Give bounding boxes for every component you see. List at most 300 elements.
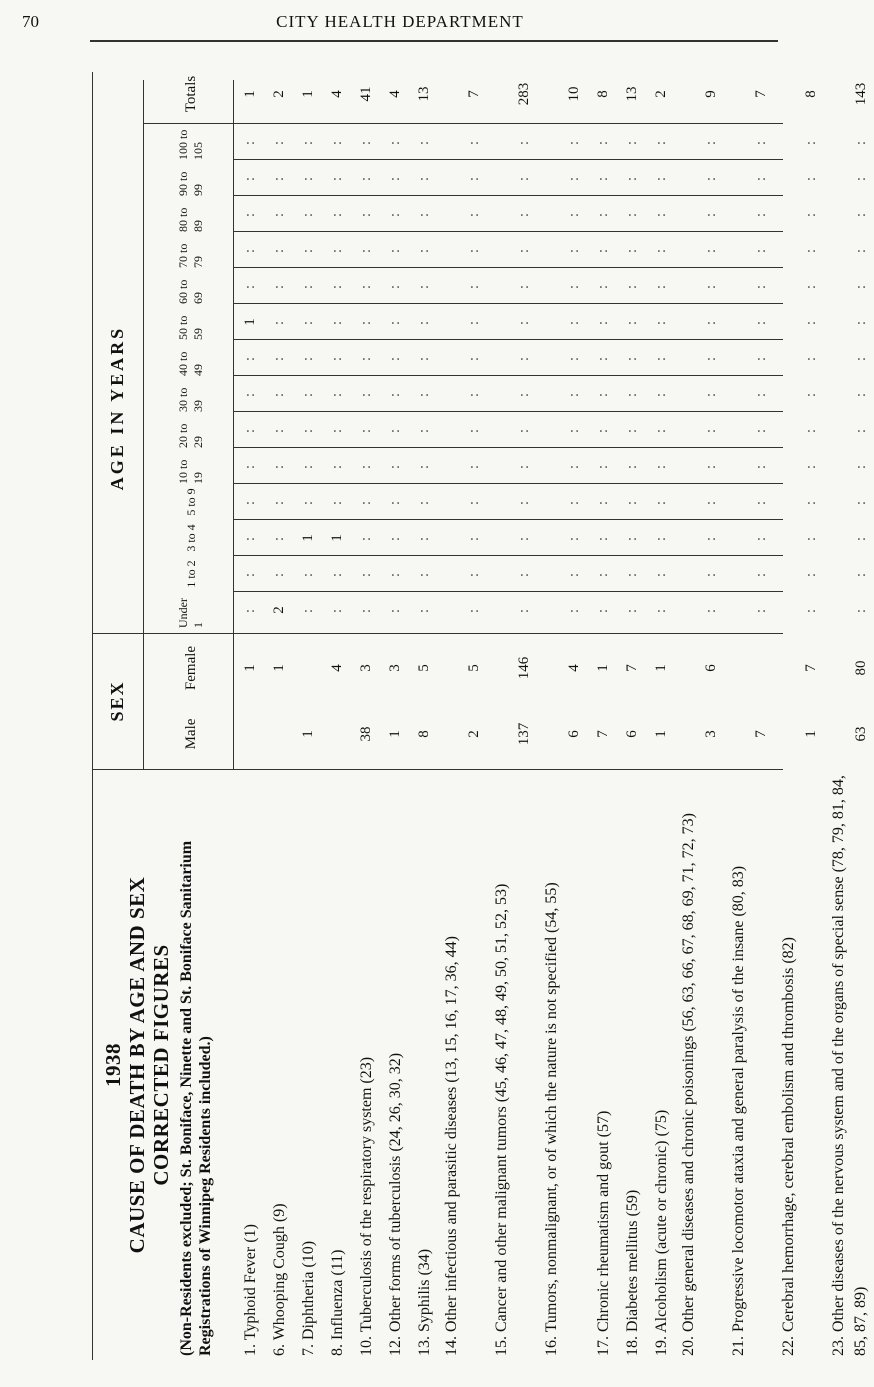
age-value: : — [358, 318, 374, 326]
age-value: : — [358, 174, 374, 182]
age-value: : — [300, 246, 316, 254]
age-value: : — [566, 354, 582, 362]
age-value: : — [653, 606, 669, 614]
age-value: : — [300, 282, 316, 290]
age-value: : — [416, 354, 432, 362]
male-value: 1 — [653, 730, 669, 738]
age-divider — [233, 267, 783, 268]
cause-label: 19. Alcoholism (acute or chronic) (75) — [653, 1109, 670, 1356]
table-row — [491, 774, 537, 1356]
age-value: : — [329, 210, 345, 218]
male-value: 1 — [803, 730, 819, 738]
age-value: : — [703, 210, 719, 218]
age-value: : — [416, 282, 432, 290]
age-value: : — [329, 318, 345, 326]
age-value: : — [653, 174, 669, 182]
age-value: : — [329, 426, 345, 434]
age-value: : — [803, 606, 819, 614]
table-row — [238, 774, 263, 1356]
age-value: : — [358, 606, 374, 614]
age-value: : — [358, 138, 374, 146]
age-value: : — [703, 534, 719, 542]
age-value: : — [566, 282, 582, 290]
table-row — [620, 774, 645, 1356]
female-value: 3 — [387, 664, 403, 672]
age-value: : — [358, 498, 374, 506]
age-value: : — [466, 534, 482, 542]
table-row — [296, 774, 321, 1356]
age-value: : — [853, 174, 869, 182]
age-value: : — [595, 210, 611, 218]
age-value: : — [242, 462, 258, 470]
age-value: : — [329, 570, 345, 578]
age-value: : — [387, 570, 403, 578]
cause-label: 16. Tumors, nonmalignant, or of which the nature is not specified (54, 55) — [543, 882, 560, 1356]
age-value: : — [624, 246, 640, 254]
age-value: : — [803, 534, 819, 542]
age-value: : — [853, 462, 869, 470]
age-value: : — [653, 426, 669, 434]
age-value: : — [300, 606, 316, 614]
age-value: : — [753, 246, 769, 254]
cause-label: 23. Other diseases of the nervous system and of the organs of special sense (78, 79, 81, 84, 85, 87, 89) — [830, 775, 869, 1356]
table-row — [383, 774, 408, 1356]
age-value: : — [466, 354, 482, 362]
cause-label: 7. Diphtheria (10) — [300, 1240, 317, 1356]
totals-divider — [143, 123, 783, 124]
age-value: : — [300, 174, 316, 182]
age-col-13: 100 to 105 — [176, 129, 205, 160]
age-value: : — [566, 318, 582, 326]
age-value: : — [595, 318, 611, 326]
age-value: : — [242, 210, 258, 218]
age-value: : — [595, 354, 611, 362]
age-divider — [233, 303, 783, 304]
sex-header: SEX — [107, 680, 127, 722]
female-value: 5 — [416, 664, 432, 672]
age-value: : — [300, 498, 316, 506]
table-row — [325, 774, 350, 1356]
age-value: : — [358, 534, 374, 542]
header-rule — [90, 40, 778, 42]
age-value: : — [271, 138, 287, 146]
age-value: : — [358, 354, 374, 362]
age-divider — [233, 447, 783, 448]
cause-label: 15. Cancer and other malignant tumors (45, 46, 47, 48, 49, 50, 51, 52, 53) — [493, 883, 510, 1356]
age-divider — [233, 591, 783, 592]
age-value: : — [853, 426, 869, 434]
female-value: 1 — [653, 664, 669, 672]
female-value: 146 — [516, 656, 532, 680]
age-col-11: 80 to 89 — [176, 207, 205, 232]
female-value: 3 — [358, 664, 374, 672]
age-value: : — [803, 318, 819, 326]
age-value: : — [329, 282, 345, 290]
age-value: : — [566, 534, 582, 542]
age-value: : — [803, 498, 819, 506]
age-value: : — [595, 570, 611, 578]
cause-label: 14. Other infectious and parasitic diseases (13, 15, 16, 17, 36, 44) — [443, 936, 460, 1356]
age-value: : — [703, 174, 719, 182]
age-value: : — [271, 282, 287, 290]
age-value: : — [566, 174, 582, 182]
age-divider — [233, 195, 783, 196]
age-value: : — [595, 426, 611, 434]
age-value: : — [624, 570, 640, 578]
age-value: : — [653, 282, 669, 290]
age-value: : — [803, 282, 819, 290]
male-value: 7 — [595, 730, 611, 738]
age-value: : — [853, 606, 869, 614]
age-value: : — [624, 498, 640, 506]
age-value: : — [329, 174, 345, 182]
age-value: : — [753, 390, 769, 398]
age-value: : — [624, 210, 640, 218]
age-value: : — [387, 390, 403, 398]
table-row — [441, 774, 487, 1356]
age-value: : — [516, 534, 532, 542]
age-value: : — [516, 246, 532, 254]
age-value: : — [703, 246, 719, 254]
age-value: : — [466, 462, 482, 470]
total-value: 1 — [300, 90, 316, 98]
female-value — [296, 638, 321, 698]
male-value: 1 — [300, 730, 316, 738]
age-value: : — [803, 390, 819, 398]
age-value: : — [300, 426, 316, 434]
age-value: : — [466, 498, 482, 506]
age-value: : — [516, 210, 532, 218]
age-value: : — [595, 534, 611, 542]
table-row — [354, 774, 379, 1356]
age-value: : — [466, 210, 482, 218]
age-value: : — [516, 138, 532, 146]
age-value: : — [516, 426, 532, 434]
age-value: : — [653, 498, 669, 506]
age-value: : — [853, 390, 869, 398]
age-value: : — [466, 426, 482, 434]
age-value: : — [703, 354, 719, 362]
age-value: : — [853, 282, 869, 290]
female-value: 4 — [329, 664, 345, 672]
male-value — [238, 704, 263, 764]
age-value: : — [329, 354, 345, 362]
age-col-10: 70 to 79 — [176, 243, 205, 268]
age-value: : — [703, 390, 719, 398]
age-value: : — [595, 462, 611, 470]
cause-label: 13. Syphilis (34) — [416, 1248, 433, 1356]
age-value: : — [853, 354, 869, 362]
age-value: : — [271, 246, 287, 254]
table-row — [649, 774, 674, 1356]
divider-sex — [93, 633, 783, 634]
male-value — [325, 704, 350, 764]
age-value: : — [466, 390, 482, 398]
age-value: : — [703, 282, 719, 290]
age-value: : — [566, 462, 582, 470]
sex-col-female: Female — [182, 645, 199, 691]
age-value: : — [624, 426, 640, 434]
age-header: AGE IN YEARS — [107, 325, 127, 491]
cause-label: 12. Other forms of tuberculosis (24, 26, 30, 32) — [387, 1052, 404, 1356]
table-row — [828, 774, 874, 1356]
age-value: : — [595, 174, 611, 182]
age-value: : — [803, 138, 819, 146]
age-value: : — [271, 570, 287, 578]
age-value: : — [753, 534, 769, 542]
age-value: : — [516, 462, 532, 470]
age-value: : — [653, 138, 669, 146]
age-col-7: 40 to 49 — [176, 351, 205, 376]
age-value: : — [358, 210, 374, 218]
cause-label: 17. Chronic rheumatism and gout (57) — [595, 1110, 612, 1356]
male-value: 6 — [624, 730, 640, 738]
age-value: : — [703, 318, 719, 326]
age-value: : — [329, 390, 345, 398]
table-row — [728, 774, 774, 1356]
male-value: 1 — [387, 730, 403, 738]
age-value: : — [329, 138, 345, 146]
age-value: : — [329, 498, 345, 506]
age-value: : — [703, 498, 719, 506]
cause-label: 1. Typhoid Fever (1) — [242, 1224, 259, 1356]
age-value: : — [703, 138, 719, 146]
age-value: : — [358, 426, 374, 434]
age-value: : — [516, 354, 532, 362]
age-value: 1 — [242, 318, 258, 326]
age-value: : — [466, 318, 482, 326]
age-value: : — [416, 462, 432, 470]
male-value: 63 — [853, 726, 869, 742]
age-value: : — [387, 246, 403, 254]
age-value: : — [416, 138, 432, 146]
age-value: : — [624, 462, 640, 470]
age-value: : — [387, 534, 403, 542]
age-col-9: 60 to 69 — [176, 279, 205, 304]
age-value: : — [300, 462, 316, 470]
age-value: : — [803, 462, 819, 470]
age-divider — [233, 339, 783, 340]
total-value: 1 — [242, 90, 258, 98]
age-value: : — [703, 426, 719, 434]
male-value: 7 — [753, 730, 769, 738]
age-value: : — [300, 138, 316, 146]
age-value: : — [271, 318, 287, 326]
age-value: : — [271, 534, 287, 542]
total-value: 8 — [803, 90, 819, 98]
age-value: : — [516, 174, 532, 182]
male-value: 38 — [358, 726, 374, 742]
age-value: : — [242, 354, 258, 362]
rotated-table — [92, 72, 869, 1360]
female-value: 7 — [803, 664, 819, 672]
age-value: : — [853, 138, 869, 146]
table-row — [778, 774, 824, 1356]
age-value: : — [753, 498, 769, 506]
age-value: : — [803, 210, 819, 218]
age-value: : — [566, 138, 582, 146]
age-value: : — [753, 354, 769, 362]
female-value: 1 — [271, 664, 287, 672]
age-value: : — [566, 498, 582, 506]
age-value: : — [329, 462, 345, 470]
age-value: : — [566, 426, 582, 434]
age-value: : — [624, 606, 640, 614]
age-value: : — [595, 498, 611, 506]
total-value: 13 — [624, 86, 640, 102]
age-value: : — [387, 138, 403, 146]
divider-head — [143, 80, 144, 770]
table-subtitle: CORRECTED FIGURES — [149, 944, 173, 1186]
age-divider — [233, 159, 783, 160]
age-value: : — [653, 462, 669, 470]
female-value: 7 — [624, 664, 640, 672]
age-value: : — [516, 282, 532, 290]
age-value: : — [329, 606, 345, 614]
age-value: : — [300, 318, 316, 326]
divider-subhead — [233, 80, 234, 770]
age-value: : — [753, 606, 769, 614]
sex-col-male: Male — [182, 718, 199, 750]
age-value: : — [329, 246, 345, 254]
age-value: : — [653, 210, 669, 218]
age-value: : — [271, 174, 287, 182]
age-value: : — [387, 426, 403, 434]
age-divider — [233, 375, 783, 376]
total-value: 8 — [595, 90, 611, 98]
table-row — [678, 774, 724, 1356]
male-value: 6 — [566, 730, 582, 738]
age-value: : — [242, 534, 258, 542]
age-value: : — [803, 174, 819, 182]
total-value: 4 — [387, 90, 403, 98]
female-value: 80 — [853, 660, 869, 676]
age-value: : — [358, 570, 374, 578]
age-value: : — [753, 138, 769, 146]
age-value: : — [387, 210, 403, 218]
male-value: 8 — [416, 730, 432, 738]
age-value: : — [624, 354, 640, 362]
age-divider — [233, 555, 783, 556]
age-value: : — [853, 318, 869, 326]
age-value: : — [416, 534, 432, 542]
age-value: : — [753, 426, 769, 434]
age-value: : — [271, 210, 287, 218]
age-divider — [233, 519, 783, 520]
total-value: 283 — [516, 82, 532, 106]
age-value: : — [803, 246, 819, 254]
age-col-8: 50 to 59 — [176, 315, 205, 340]
age-value: : — [853, 246, 869, 254]
female-value: 4 — [566, 664, 582, 672]
age-divider — [233, 483, 783, 484]
age-value: : — [466, 138, 482, 146]
age-value: : — [466, 606, 482, 614]
age-value: : — [753, 462, 769, 470]
age-col-2: 3 to 4 — [183, 524, 198, 552]
age-value: : — [416, 318, 432, 326]
age-col-1: 1 to 2 — [183, 560, 198, 588]
male-value: 137 — [516, 722, 532, 746]
age-value: : — [358, 282, 374, 290]
age-value: : — [416, 246, 432, 254]
total-value: 2 — [653, 90, 669, 98]
age-value: : — [624, 282, 640, 290]
table-title: CAUSE OF DEATH BY AGE AND SEX — [125, 876, 149, 1254]
age-value: : — [595, 282, 611, 290]
age-value: : — [271, 462, 287, 470]
page-number: 70 — [22, 12, 39, 31]
age-value: : — [416, 606, 432, 614]
age-value: : — [653, 246, 669, 254]
age-value: : — [387, 462, 403, 470]
age-value: : — [595, 138, 611, 146]
age-value: : — [753, 210, 769, 218]
table-row — [541, 774, 587, 1356]
male-value: 2 — [466, 730, 482, 738]
age-value: : — [242, 606, 258, 614]
cause-label: 20. Other general diseases and chronic poisonings (56, 63, 66, 67, 68, 69, 71, 72, 73) — [680, 812, 697, 1356]
age-value: : — [358, 246, 374, 254]
age-value: : — [271, 390, 287, 398]
age-col-6: 30 to 39 — [176, 387, 205, 412]
age-value: : — [416, 498, 432, 506]
age-value: : — [516, 606, 532, 614]
age-value: : — [853, 498, 869, 506]
age-value: : — [595, 606, 611, 614]
cause-label: 18. Diabetes mellitus (59) — [624, 1189, 641, 1356]
age-divider — [233, 231, 783, 232]
age-value: : — [300, 570, 316, 578]
female-value — [749, 638, 774, 698]
age-value: : — [387, 174, 403, 182]
age-value: : — [703, 570, 719, 578]
age-value: : — [358, 462, 374, 470]
age-value: : — [300, 390, 316, 398]
age-value: : — [387, 354, 403, 362]
age-value: : — [387, 318, 403, 326]
running-head: CITY HEALTH DEPARTMENT — [276, 12, 524, 31]
age-value: : — [753, 570, 769, 578]
age-value: : — [566, 246, 582, 254]
age-value: : — [242, 570, 258, 578]
age-value: : — [803, 570, 819, 578]
cause-label: 21. Progressive locomotor ataxia and general paralysis of the insane (80, 83) — [730, 865, 747, 1356]
age-value: : — [242, 138, 258, 146]
age-value: : — [803, 354, 819, 362]
age-value: 2 — [271, 606, 287, 614]
age-value: : — [242, 174, 258, 182]
age-value: : — [242, 498, 258, 506]
age-value: : — [516, 318, 532, 326]
age-value: : — [853, 570, 869, 578]
age-value: : — [416, 426, 432, 434]
age-value: : — [416, 174, 432, 182]
divider-cause — [93, 769, 783, 770]
age-value: : — [300, 354, 316, 362]
age-value: : — [466, 174, 482, 182]
female-value: 6 — [703, 664, 719, 672]
age-value: : — [624, 138, 640, 146]
age-value: : — [853, 534, 869, 542]
table-year: 1938 — [101, 1043, 125, 1087]
age-value: : — [387, 498, 403, 506]
age-value: : — [595, 390, 611, 398]
total-value: 7 — [753, 90, 769, 98]
table-row — [412, 774, 437, 1356]
age-col-12: 90 to 99 — [176, 171, 205, 196]
age-value: : — [753, 282, 769, 290]
